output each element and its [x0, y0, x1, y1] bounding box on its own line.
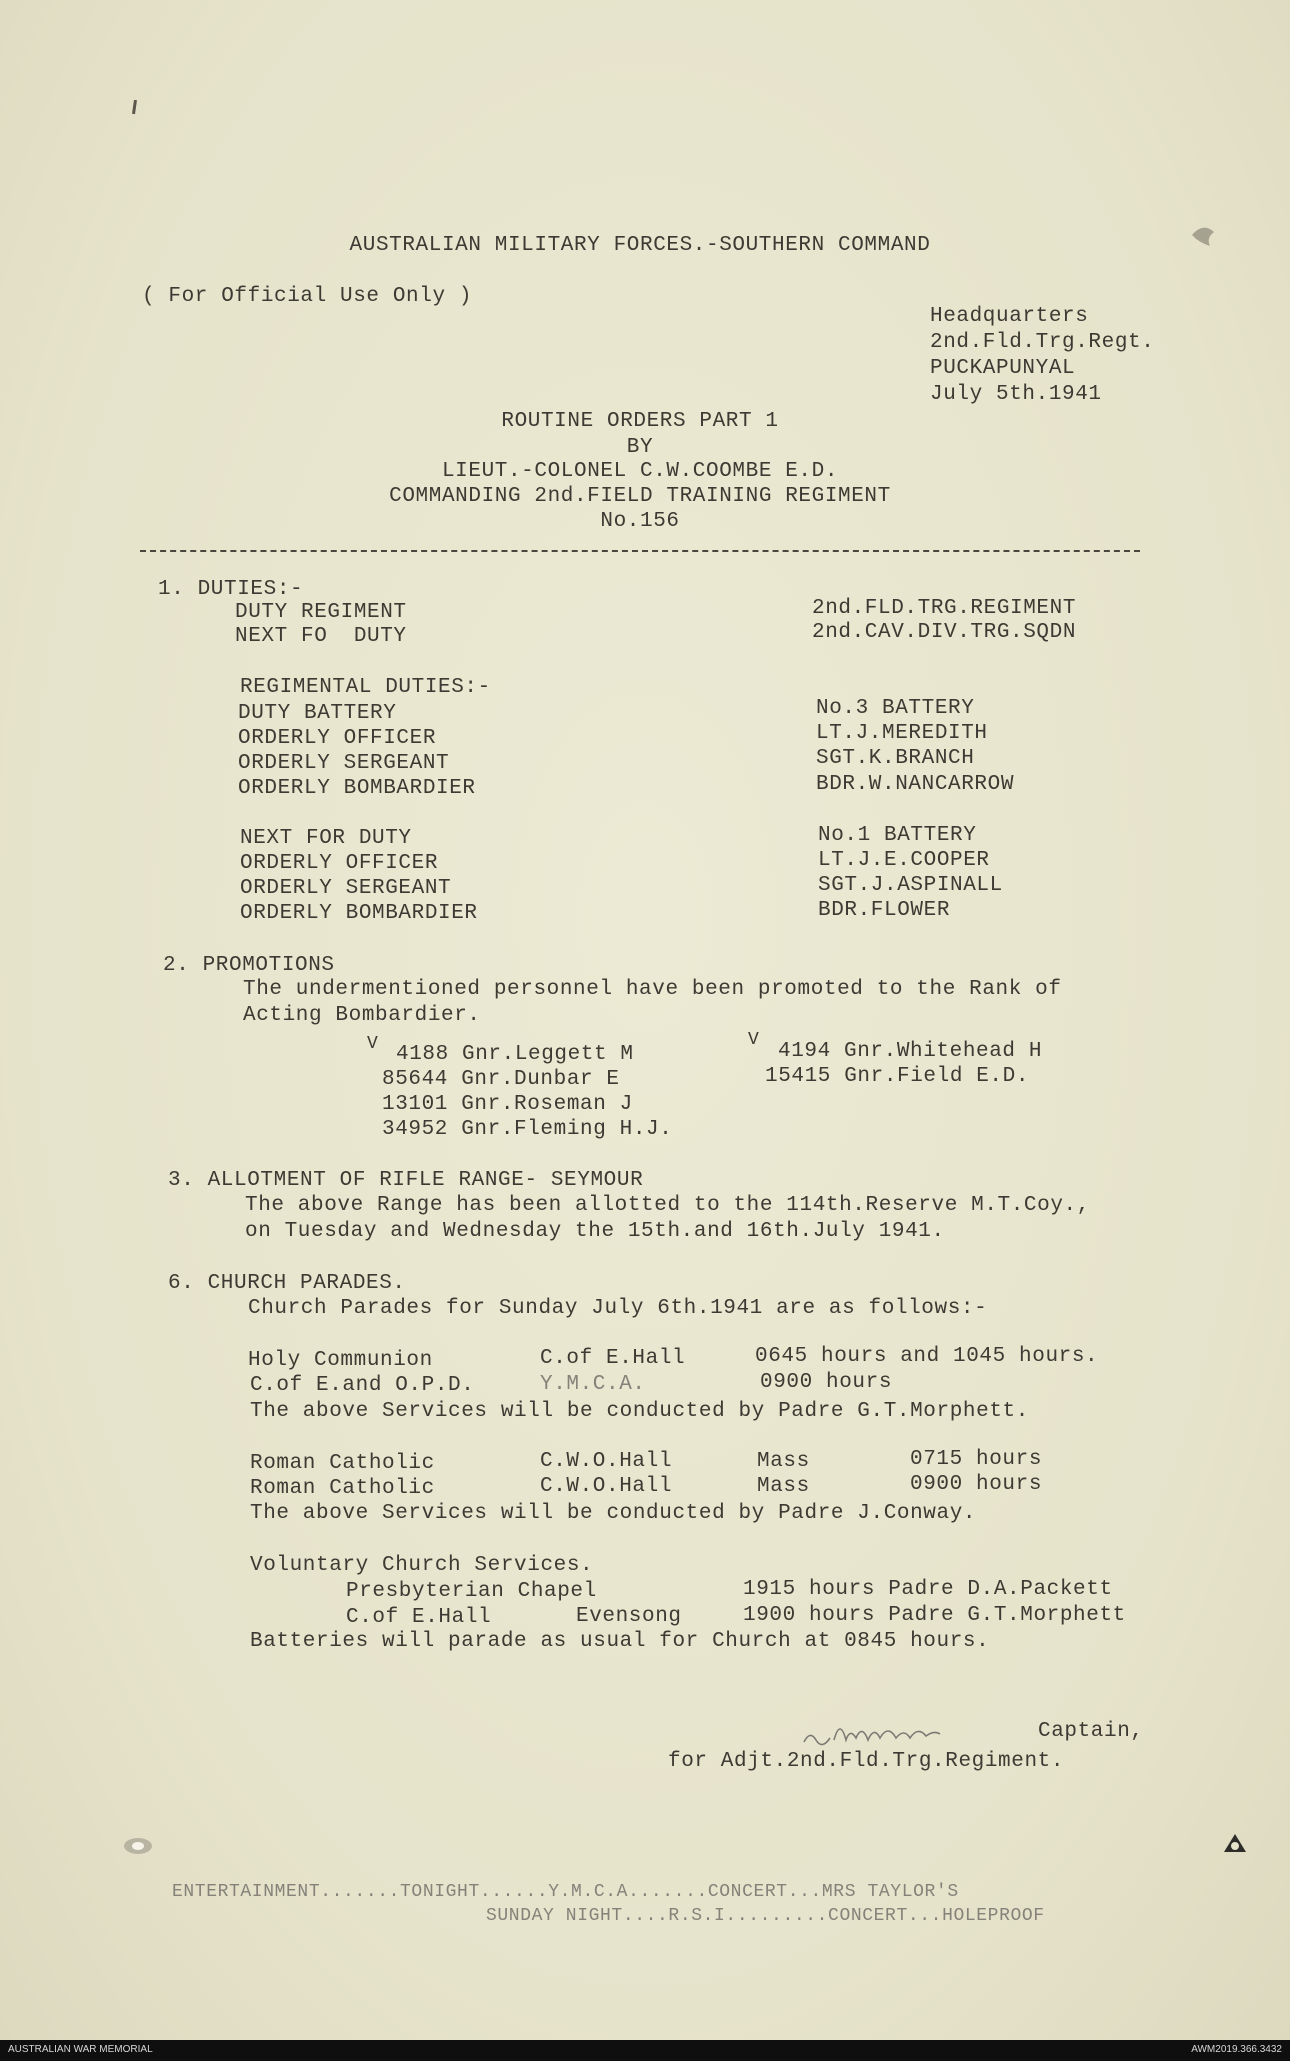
services-note: The above Services will be conducted by Padre J.Conway. [250, 1502, 977, 1525]
rifle-range-text: The above Range has been allotted to the 114th.Reserve M.T.Coy., [245, 1194, 1090, 1217]
duty-label: ORDERLY BOMBARDIER [240, 902, 478, 925]
archive-id: AWM2019.366.3432 [1191, 2044, 1282, 2055]
duty-value: BDR.FLOWER [818, 899, 951, 922]
tick-mark: V [367, 1034, 379, 1054]
church-closing: Batteries will parade as usual for Church at 0845 hours. [250, 1630, 990, 1653]
service-place: Y.M.C.A. [540, 1373, 646, 1396]
duty-label: DUTY BATTERY [238, 702, 397, 725]
duty-label: ORDERLY SERGEANT [238, 752, 450, 775]
duty-label: ORDERLY BOMBARDIER [238, 777, 476, 800]
duty-label: ORDERLY SERGEANT [240, 877, 452, 900]
voluntary-services-title: Voluntary Church Services. [250, 1554, 594, 1577]
rifle-range-text: on Tuesday and Wednesday the 15th.and 16th.July 1941. [245, 1220, 945, 1243]
archive-footer [0, 2040, 1290, 2061]
pencil-mark [132, 100, 137, 114]
entertainment-line: SUNDAY NIGHT....R.S.I.........CONCERT...HOLEPROOF [486, 1906, 1045, 1926]
voluntary-time: 1900 hours Padre G.T.Morphett [743, 1604, 1126, 1627]
order-number: No.156 [600, 510, 680, 533]
promotions-text: Acting Bombardier. [243, 1004, 481, 1027]
service-name: Roman Catholic [250, 1477, 435, 1500]
duty-value: SGT.J.ASPINALL [818, 874, 1003, 897]
handwritten-signature [800, 1710, 1040, 1750]
commander-unit: COMMANDING 2nd.FIELD TRAINING REGIMENT [389, 485, 891, 508]
promoted-soldier: 15415 Gnr.Field E.D. [765, 1065, 1030, 1088]
hq-line-3: PUCKAPUNYAL [930, 357, 1076, 380]
promoted-soldier: 85644 Gnr.Dunbar E [382, 1068, 620, 1091]
section-rifle-range-title: 3. ALLOTMENT OF RIFLE RANGE- SEYMOUR [168, 1169, 644, 1192]
service-time: 0645 hours and 1045 hours. [755, 1345, 1099, 1368]
duty-value: LT.J.E.COOPER [818, 849, 990, 872]
duty-value: SGT.K.BRANCH [816, 747, 975, 770]
duty-value: LT.J.MEREDITH [816, 722, 988, 745]
service-name: Roman Catholic [250, 1452, 435, 1475]
promoted-soldier: 13101 Gnr.Roseman J [382, 1093, 633, 1116]
classification-note: ( For Official Use Only ) [142, 285, 473, 308]
service-mass: Mass [757, 1475, 810, 1498]
duty-label: ORDERLY OFFICER [240, 852, 439, 875]
signoff-unit: for Adjt.2nd.Fld.Trg.Regiment. [668, 1750, 1065, 1773]
orders-heading: ROUTINE ORDERS PART 1 [501, 410, 779, 433]
signoff-rank: Captain, [1038, 1720, 1144, 1743]
service-time: 0900 hours [760, 1371, 893, 1394]
service-name: Holy Communion [248, 1349, 433, 1372]
duty-value: 2nd.FLD.TRG.REGIMENT [812, 597, 1077, 620]
hq-line-1: Headquarters [930, 305, 1089, 328]
voluntary-time: 1915 hours Padre D.A.Packett [743, 1578, 1113, 1601]
service-place: C.of E.Hall [540, 1347, 686, 1370]
voluntary-extra: Evensong [576, 1605, 682, 1628]
duty-value: 2nd.CAV.DIV.TRG.SQDN [812, 621, 1077, 644]
service-name: C.of E.and O.P.D. [250, 1374, 475, 1397]
section-duties-title: 1. DUTIES:- [158, 578, 304, 601]
archive-name: AUSTRALIAN WAR MEMORIAL [8, 2044, 153, 2055]
document-title: AUSTRALIAN MILITARY FORCES.-SOUTHERN COMMAND [349, 234, 931, 257]
punch-hole-bottom-right [1222, 1832, 1248, 1858]
entertainment-line: ENTERTAINMENT.......TONIGHT......Y.M.C.A.......CONCERT...MRS TAYLOR'S [172, 1882, 959, 1902]
duty-value: No.1 BATTERY [818, 824, 977, 847]
commander-name: LIEUT.-COLONEL C.W.COOMBE E.D. [441, 460, 839, 483]
service-place: C.W.O.Hall [540, 1450, 673, 1473]
duty-value: No.3 BATTERY [816, 697, 975, 720]
duty-label: ORDERLY OFFICER [238, 727, 437, 750]
duty-label: NEXT FOR DUTY [240, 827, 412, 850]
orders-by: BY [626, 436, 654, 459]
duty-label: NEXT FO DUTY [235, 625, 407, 648]
section-promotions-title: 2. PROMOTIONS [163, 954, 335, 977]
duty-label: DUTY REGIMENT [235, 601, 407, 624]
services-note: The above Services will be conducted by Padre G.T.Morphett. [250, 1400, 1029, 1423]
promoted-soldier: 4194 Gnr.Whitehead H [778, 1040, 1043, 1063]
promoted-soldier: 4188 Gnr.Leggett M [396, 1043, 634, 1066]
voluntary-place: C.of E.Hall [346, 1606, 492, 1629]
dashed-separator [140, 550, 1140, 552]
church-intro: Church Parades for Sunday July 6th.1941 are as follows:- [248, 1297, 988, 1320]
service-place: C.W.O.Hall [540, 1475, 673, 1498]
promoted-soldier: 34952 Gnr.Fleming H.J. [382, 1118, 673, 1141]
punch-hole-top-right [1188, 220, 1218, 250]
hq-date: July 5th.1941 [930, 383, 1102, 406]
hq-line-2: 2nd.Fld.Trg.Regt. [930, 331, 1155, 354]
tick-mark: V [748, 1030, 760, 1050]
service-mass: Mass [757, 1450, 810, 1473]
service-time: 0715 hours [910, 1448, 1043, 1471]
promotions-text: The undermentioned personnel have been promoted to the Rank of [243, 978, 1062, 1001]
regimental-duties-title: REGIMENTAL DUTIES:- [240, 676, 491, 699]
duty-value: BDR.W.NANCARROW [816, 773, 1015, 796]
punch-hole-bottom-left [118, 1832, 158, 1862]
voluntary-place: Presbyterian Chapel [346, 1580, 597, 1603]
service-time: 0900 hours [910, 1473, 1043, 1496]
section-church-title: 6. CHURCH PARADES. [168, 1272, 406, 1295]
